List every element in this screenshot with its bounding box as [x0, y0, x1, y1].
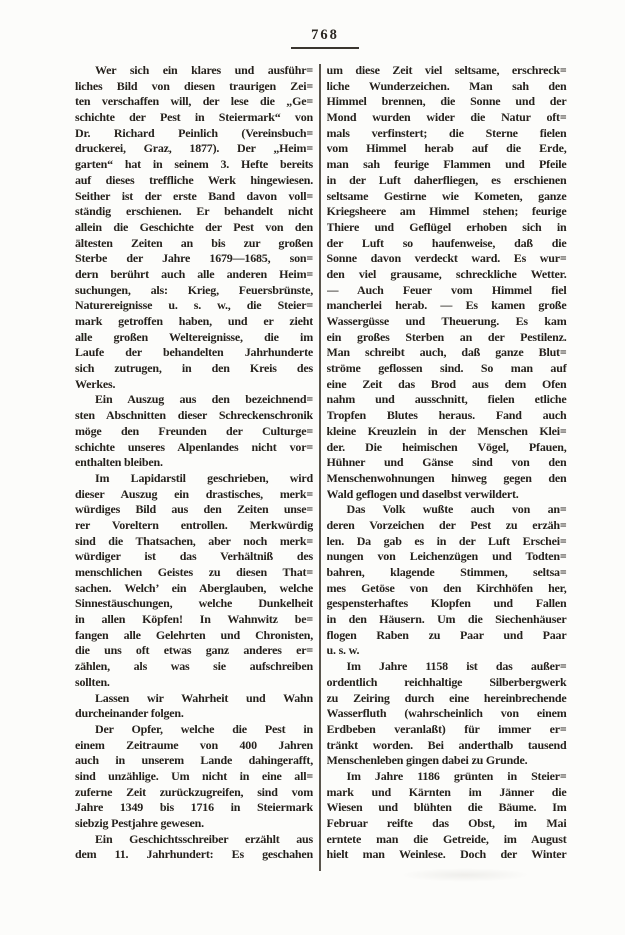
text-line: in den Häusern. Um die Siechenhäuser	[326, 612, 567, 627]
text-line: liche Wunderzeichen. Man sah den	[326, 78, 567, 93]
text-line: menschlichen Geistes zu diesen That=	[75, 565, 313, 579]
text-line: Im Jahre 1158 ist das außer=	[346, 659, 567, 674]
text-columns	[75, 63, 567, 873]
text-line: ten verschaffen will, der lese die „Ge=	[75, 94, 313, 109]
text-line: len. Da gab es in der Luft Erschei=	[326, 533, 567, 548]
text-line: erntete man die Getreide, im August	[326, 831, 567, 846]
text-line: sten Abschnitten dieser Schreckenschronik	[75, 408, 313, 423]
text-line: liches Bild von diesen traurigen Zei=	[75, 78, 313, 93]
text-line: mals verfinstert; die Sterne fielen	[326, 125, 567, 140]
text-line: alle großen Weltereignisse, die im	[75, 329, 313, 344]
text-line: rer Voreltern entrollen. Merkwürdig	[75, 517, 313, 532]
text-line: garten“ hat in seinem 3. Hefte bereits	[75, 157, 313, 172]
text-line: Wassergüsse und Theuerung. Es kam	[326, 314, 567, 328]
text-line: man sah feurige Flammen und Pfeile	[326, 157, 567, 172]
text-line: Ein Geschichtsschreiber erzählt aus	[95, 831, 313, 846]
text-line: Februar reifte das Obst, im Mai	[326, 816, 567, 830]
text-line: der. Die heimischen Vögel, Pfauen,	[326, 439, 567, 454]
text-line: dern berührt auch alle anderen Heim=	[75, 266, 313, 281]
text-line: sind unzählige. Um nicht in eine all=	[75, 768, 313, 783]
text-line: Sterbe der Jahre 1679—1685, son=	[75, 251, 313, 266]
text-line: Der Opfer, welche die Pest in	[95, 721, 313, 736]
text-line: flogen Raben zu Paar und Paar	[326, 627, 567, 642]
text-line: Seither ist der erste Band davon voll=	[75, 188, 313, 203]
text-line: Himmel brennen, die Sonne und der	[326, 94, 567, 109]
text-line: Ein Auszug aus den bezeichnend=	[95, 392, 313, 407]
text-line: fangen alle Gelehrten und Chronisten,	[75, 627, 313, 642]
text-line: schichte unseres Alpenlandes nicht vor=	[75, 439, 313, 454]
text-line: möge den Freunden der Culturge=	[75, 423, 313, 438]
text-line: sollten.	[75, 674, 110, 689]
text-line: durcheinander folgen.	[75, 706, 184, 721]
text-line: sich zutrugen, in den Kreis des	[75, 361, 313, 376]
text-line: Sonne davon verdeckt ward. Es wur=	[326, 251, 567, 266]
text-line: Mond wurden wider die Natur oft=	[326, 110, 567, 125]
text-line: zu Zeiring durch eine hereinbrechende	[326, 690, 567, 705]
text-line: druckerei, Graz, 1877). Der „Heim=	[75, 141, 313, 156]
text-line: suchungen, als: Krieg, Feuersbrünste,	[75, 282, 313, 297]
text-line: hielt man Weinlese. Doch der Winter	[326, 847, 567, 862]
text-line: Menschenwohnungen hinweg gegen den	[326, 470, 567, 485]
text-line: Dr. Richard Peinlich (Vereinsbuch=	[75, 125, 313, 140]
text-line: gespensterhaftes Klopfen und Fallen	[326, 596, 567, 611]
text-line: Laufe der behandelten Jahrhunderte	[75, 345, 313, 360]
text-line: mark getroffen haben, und er zieht	[75, 314, 313, 328]
text-line: Wer sich ein klares und ausführ=	[95, 63, 313, 77]
text-line: Lassen wir Wahrheit und Wahn	[95, 690, 313, 705]
text-line: allein die Geschichte der Pest von den	[75, 219, 313, 234]
left-column	[75, 63, 313, 873]
text-line: der Luft so haufenweise, daß die	[326, 235, 567, 250]
text-line: vom Himmel herab auf die Erde,	[326, 141, 567, 156]
text-line: u. s. w.	[326, 643, 360, 658]
text-line: nahm und ausschnitt, fielen etliche	[326, 392, 567, 407]
text-line: Man schreibt auch, daß ganze Blut=	[326, 345, 567, 360]
text-line: einem Zeitraume von 400 Jahren	[75, 737, 313, 752]
text-line: sachen. Welch’ ein Aberglauben, welche	[75, 580, 313, 595]
text-line: ströme geflossen sind. So man auf	[326, 361, 567, 376]
page-number-header	[291, 26, 359, 49]
text-line: enthalten bleiben.	[75, 455, 163, 470]
text-line: Erdbeben veranlaßt) für immer er=	[326, 721, 567, 736]
text-line: Im Lapidarstil geschrieben, wird	[95, 470, 313, 485]
text-line: die uns oft etwas ganz anderes er=	[75, 643, 313, 658]
text-line: Tropfen Blutes heraus. Fand auch	[326, 408, 567, 423]
text-line: würdiges Bild aus den Zeiten unse=	[75, 502, 313, 517]
text-line: um diese Zeit viel seltsame, erschreck=	[326, 63, 567, 77]
text-line: bahren, klagende Stimmen, seltsa=	[326, 565, 567, 579]
text-line: Das Volk wußte auch von an=	[346, 502, 567, 517]
text-line: in der Luft daherfliegen, es erschienen	[326, 172, 567, 187]
text-line: schichte der Pest in Steiermark“ von	[75, 110, 313, 125]
text-line: in allen Köpfen! In Wahnwitz be=	[75, 612, 313, 627]
text-line: Hühner und Gänse sind von den	[326, 455, 567, 470]
text-line: mes Getöse von den Kirchhöfen her,	[326, 580, 567, 595]
text-line: eine Zeit das Brod aus dem Ofen	[326, 376, 567, 391]
text-line: dieser Auszug ein drastisches, merk=	[75, 486, 313, 501]
text-line: ältesten Zeiten an bis zur großen	[75, 235, 313, 250]
page-number: 768	[311, 27, 339, 43]
text-line: dem 11. Jahrhundert: Es geschahen	[75, 847, 313, 862]
text-line: Naturereignisse u. s. w., die Steier=	[75, 298, 313, 313]
text-line: Wiesen und blühten die Bäume. Im	[326, 800, 567, 815]
text-line: den viel grausame, schreckliche Wetter.	[326, 266, 567, 281]
text-line: seltsame Gestirne wie Kometen, ganze	[326, 188, 567, 203]
text-line: Menschenleben gingen dabei zu Grunde.	[326, 753, 528, 768]
text-line: Wald geflogen und daselbst verwildert.	[326, 486, 519, 501]
text-line: Werkes.	[75, 376, 116, 391]
text-line: zuferne Zeit zurückzugreifen, sind vom	[75, 784, 313, 799]
text-line: Im Jahre 1186 grünten in Steier=	[346, 768, 567, 783]
text-line: sind die Thatsachen, aber noch merk=	[75, 533, 313, 548]
text-line: Jahre 1349 bis 1716 in Steiermark	[75, 800, 313, 815]
text-line: Wasserfluth (wahrscheinlich von einem	[326, 706, 567, 721]
text-line: siebzig Pestjahre gewesen.	[75, 816, 204, 830]
text-line: ordentlich reichhaltige Silberbergwerk	[326, 674, 567, 689]
text-line: kleine Kreuzlein in der Menschen Klei=	[326, 423, 567, 438]
text-line: ständig erschienen. Er behandelt nicht	[75, 204, 313, 219]
text-line: würdiger ist das Verhältniß des	[75, 549, 313, 564]
text-line: deren Vorzeichen der Pest zu erzäh=	[326, 517, 567, 532]
text-line: Sinnestäuschungen, welche Dunkelheit	[75, 596, 313, 611]
text-line: mark und Kärnten im Jänner die	[326, 784, 567, 799]
text-line: Thiere und Geflügel erhoben sich in	[326, 219, 567, 234]
text-line: tränkt worden. Bei anderthalb tausend	[326, 737, 567, 752]
text-line: Kriegsheere am Himmel stehen; feurige	[326, 204, 567, 219]
text-line: auch in unserem Lande dahingerafft,	[75, 753, 313, 768]
text-line: auf dieses treffliche Werk hingewiesen.	[75, 172, 313, 187]
text-line: zählen, als was sie aufschreiben	[75, 659, 313, 674]
right-column	[327, 63, 567, 873]
text-line: — Auch Feuer vom Himmel fiel	[326, 282, 567, 297]
text-line: nungen von Leichenzügen und Todten=	[326, 549, 567, 564]
text-line: mancherlei herab. — Es kamen große	[326, 298, 567, 313]
text-line: ein großes Sterben an der Pestilenz.	[326, 329, 567, 344]
column-divider-rule	[319, 64, 321, 871]
